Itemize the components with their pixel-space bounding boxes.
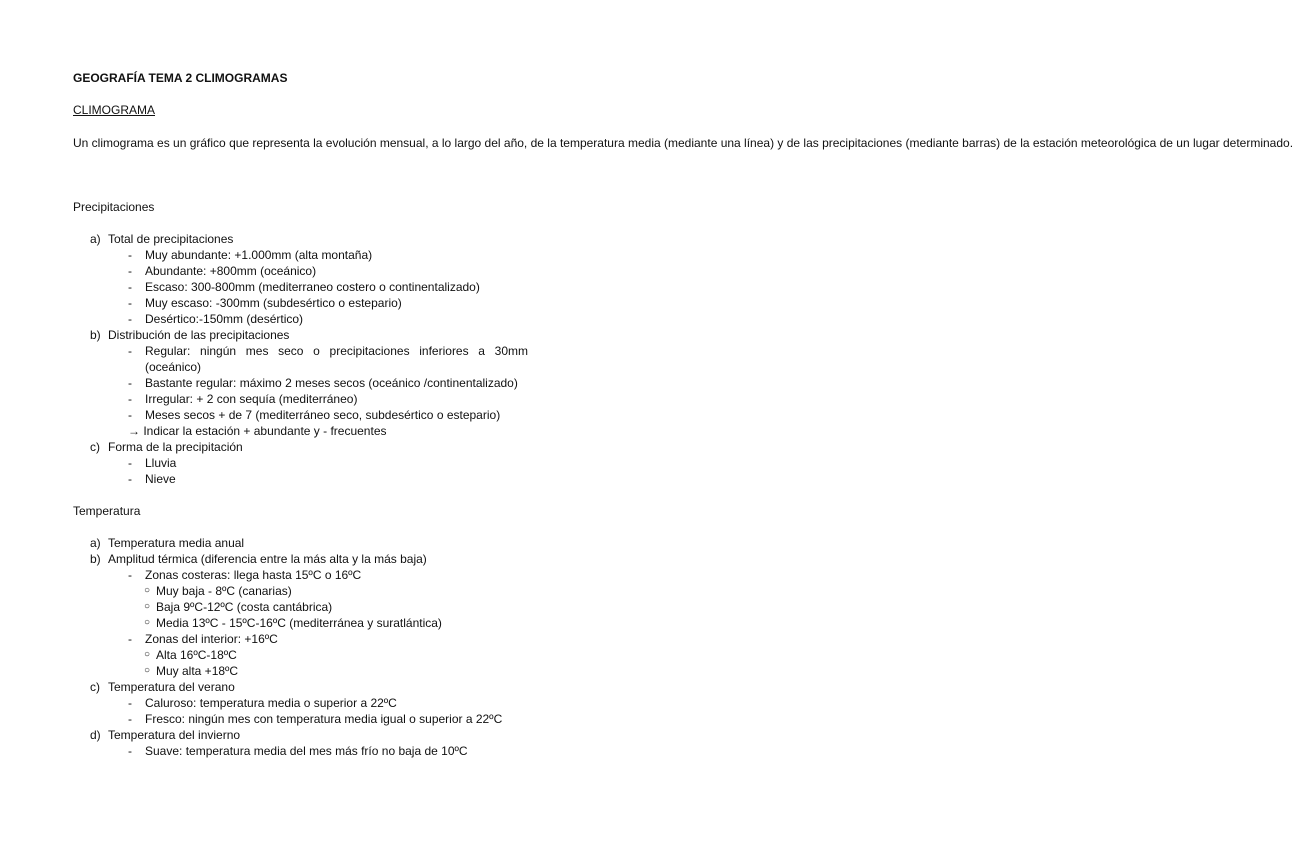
- list-item-text: Muy escaso: -300mm (subdesértico o estepario): [145, 296, 402, 310]
- dash-marker: -: [128, 312, 132, 326]
- doc-title: GEOGRAFÍA TEMA 2 CLIMOGRAMAS: [73, 71, 288, 85]
- dash-marker: -: [128, 472, 132, 486]
- list-item-label: Temperatura media anual: [108, 536, 245, 550]
- list-item-text: Zonas costeras: llega hasta 15ºC o 16ºC: [145, 568, 362, 582]
- dash-marker: -: [128, 248, 132, 262]
- list-item-label: Temperatura del invierno: [108, 728, 241, 742]
- circle-marker: ○: [144, 585, 151, 596]
- dash-marker: -: [128, 696, 132, 710]
- list-item-label: Distribución de las precipitaciones: [108, 328, 290, 342]
- intro-paragraph: Un climograma es un gráfico que representa la evolución mensual, a lo largo del año, de la temperatura media (mediante una línea) y de las precipitaciones (mediante barras) de la estación meteorológica de un lugar determinado.: [73, 136, 1293, 150]
- list-item-text: Fresco: ningún mes con temperatura media igual o superior a 22ºC: [145, 712, 503, 726]
- list-item-text: Meses secos + de 7 (mediterráneo seco, subdesértico o estepario): [145, 408, 501, 422]
- list-marker: b): [90, 552, 101, 566]
- list-item-text: Lluvia: [145, 456, 177, 470]
- list-item-label: Forma de la precipitación: [108, 440, 243, 454]
- arrow-note: → Indicar la estación + abundante y - frecuentes: [128, 424, 387, 438]
- dash-marker: -: [128, 632, 132, 646]
- list-marker: d): [90, 728, 101, 742]
- list-item-text: Muy alta +18ºC: [156, 664, 239, 678]
- list-item-text: Caluroso: temperatura media o superior a 22ºC: [145, 696, 397, 710]
- list-item-text: Escaso: 300-800mm (mediterraneo costero o continentalizado): [145, 280, 480, 294]
- dash-marker: -: [128, 264, 132, 278]
- list-item-text: Abundante: +800mm (oceánico): [145, 264, 317, 278]
- section-heading: CLIMOGRAMA: [73, 103, 156, 117]
- list-marker: a): [90, 232, 101, 246]
- dash-marker: -: [128, 344, 132, 358]
- dash-marker: -: [128, 392, 132, 406]
- circle-marker: ○: [144, 665, 151, 676]
- list-marker: a): [90, 536, 101, 550]
- precip-heading: Precipitaciones: [73, 200, 155, 214]
- list-item-label: Amplitud térmica (diferencia entre la más alta y la más baja): [108, 552, 427, 566]
- list-marker: b): [90, 328, 101, 342]
- list-item-text: Zonas del interior: +16ºC: [145, 632, 278, 646]
- circle-marker: ○: [144, 649, 151, 660]
- dash-marker: -: [128, 712, 132, 726]
- dash-marker: -: [128, 456, 132, 470]
- list-item-text: Regular: ningún mes seco o precipitaciones inferiores a 30mm (oceánico): [145, 344, 528, 374]
- list-item-text: Baja 9ºC-12ºC (costa cantábrica): [156, 600, 333, 614]
- list-marker: c): [90, 440, 100, 454]
- list-item-text: Nieve: [145, 472, 176, 486]
- list-item-text: Media 13ºC - 15ºC-16ºC (mediterránea y suratlántica): [156, 616, 442, 630]
- list-item-text: Muy abundante: +1.000mm (alta montaña): [145, 248, 373, 262]
- circle-marker: ○: [144, 617, 151, 628]
- list-item-text: Suave: temperatura media del mes más frío no baja de 10ºC: [145, 744, 468, 758]
- dash-marker: -: [128, 408, 132, 422]
- circle-marker: ○: [144, 601, 151, 612]
- list-item-text: Bastante regular: máximo 2 meses secos (oceánico /continentalizado): [145, 376, 518, 390]
- list-item-text: Alta 16ºC-18ºC: [156, 648, 237, 662]
- list-item-text: Muy baja - 8ºC (canarias): [156, 584, 292, 598]
- dash-marker: -: [128, 376, 132, 390]
- dash-marker: -: [128, 744, 132, 758]
- list-item-text: Irregular: + 2 con sequía (mediterráneo): [145, 392, 358, 406]
- list-item-text: Desértico:-150mm (desértico): [145, 312, 304, 326]
- dash-marker: -: [128, 296, 132, 310]
- dash-marker: -: [128, 568, 132, 582]
- list-marker: c): [90, 680, 100, 694]
- dash-marker: -: [128, 280, 132, 294]
- list-item-label: Total de precipitaciones: [108, 232, 234, 246]
- temp-heading: Temperatura: [73, 504, 141, 518]
- list-item-label: Temperatura del verano: [108, 680, 235, 694]
